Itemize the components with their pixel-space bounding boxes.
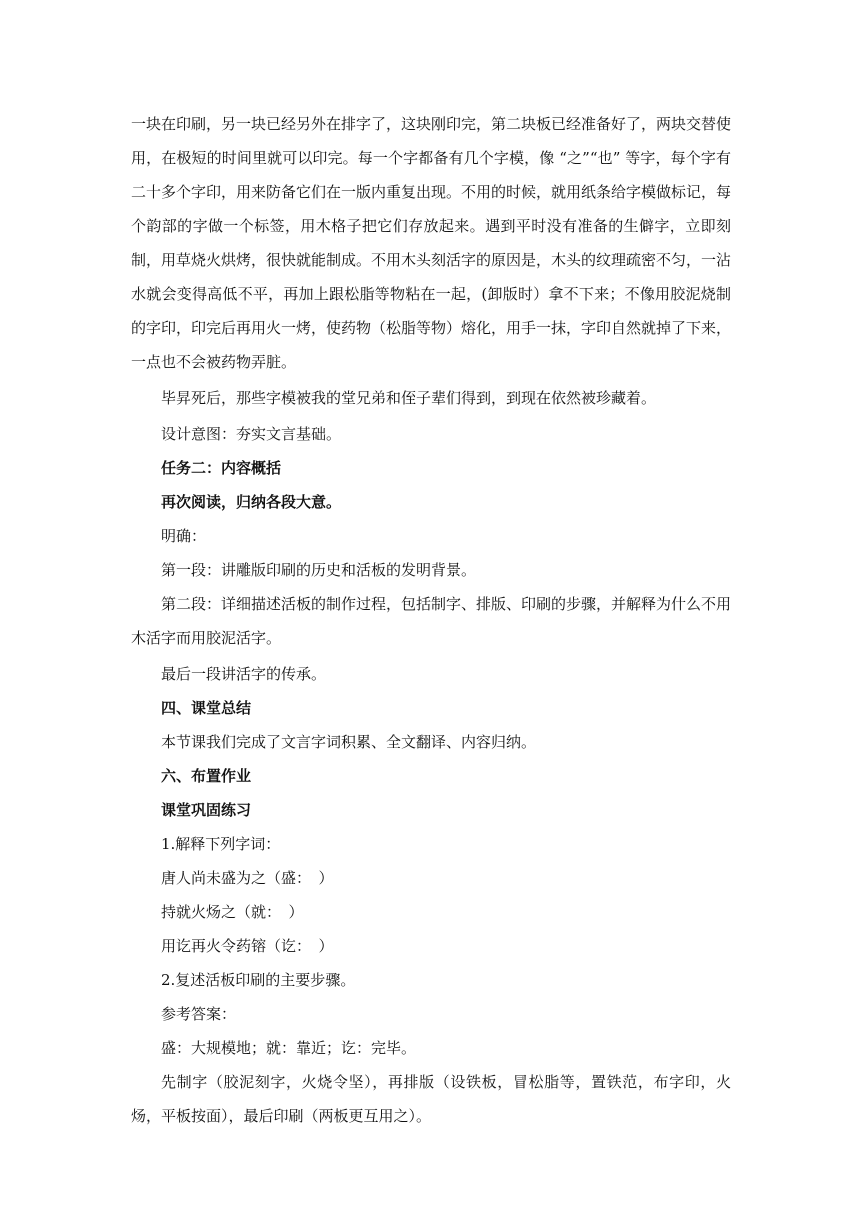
answer-two: 先制字（胶泥刻字，火烧令坚），再排版（设铁板，冒松脂等，置铁范，布字印，火炀，平板按面），最后印刷（两板更互用之）。 <box>131 1073 731 1125</box>
question-one-item-b: 持就火炀之（就： ） <box>161 903 304 921</box>
answer-one: 盛：大规模地；就：靠近；讫：完毕。 <box>161 1039 417 1057</box>
question-one-item-c: 用讫再火令药镕（讫： ） <box>161 937 334 955</box>
question-one: 1.解释下列字词： <box>161 835 281 853</box>
clarify-label: 明确： <box>161 527 207 545</box>
summary-last-paragraph: 最后一段讲活字的传承。 <box>161 665 327 683</box>
summary-paragraph-one: 第一段：讲雕版印刷的历史和活板的发明背景。 <box>161 561 477 579</box>
design-intent: 设计意图：夯实文言基础。 <box>161 425 342 443</box>
task-two-instruction: 再次阅读，归纳各段大意。 <box>161 493 342 511</box>
question-two: 2.复述活板印刷的主要步骤。 <box>161 971 356 989</box>
question-one-item-a: 唐人尚未盛为之（盛： ） <box>161 869 334 887</box>
paragraph-bisheng-legacy: 毕昇死后，那些字模被我的堂兄弟和侄子辈们得到，到现在依然被珍藏着。 <box>161 389 657 407</box>
section-homework-heading: 六、布置作业 <box>161 767 252 785</box>
practice-heading: 课堂巩固练习 <box>161 801 252 819</box>
task-two-heading: 任务二：内容概括 <box>161 459 282 477</box>
summary-paragraph-two: 第二段：详细描述活板的制作过程，包括制字、排版、印刷的步骤，并解释为什么不用木活字而用胶泥活字。 <box>131 595 732 647</box>
document-body <box>131 107 731 1133</box>
answer-label: 参考答案： <box>161 1005 237 1023</box>
class-summary-text: 本节课我们完成了文言字词积累、全文翻译、内容归纳。 <box>161 733 537 751</box>
paragraph-translation-continued: 一块在印刷，另一块已经另外在排字了，这块刚印完，第二块板已经准备好了，两块交替使用，在极短的时间里就可以印完。每一个字都备有几个字模，像 “之”“也” 等字，每个字有二十多个字印，用来防备它们在一版内重复出现。不用的时候，就用纸条给字模做标记，每个韵部的字做一个标签，用木格子把它们存放起来。遇到平时没有准备的生僻字，立即刻制，用草烧火烘烤，很快就能制成。不用木头刻活字的原因是，木头的纹理疏密不匀，一沾水就会变得高低不平，再加上跟松脂等物粘在一起，(卸版时）拿不下来；不像用胶泥烧制的字印，印完后再用火一烤，使药物（松脂等物）熔化，用手一抹，字印自然就掉了下来，一点也不会被药物弄脏。 <box>131 115 732 371</box>
section-class-summary-heading: 四、课堂总结 <box>161 699 252 717</box>
